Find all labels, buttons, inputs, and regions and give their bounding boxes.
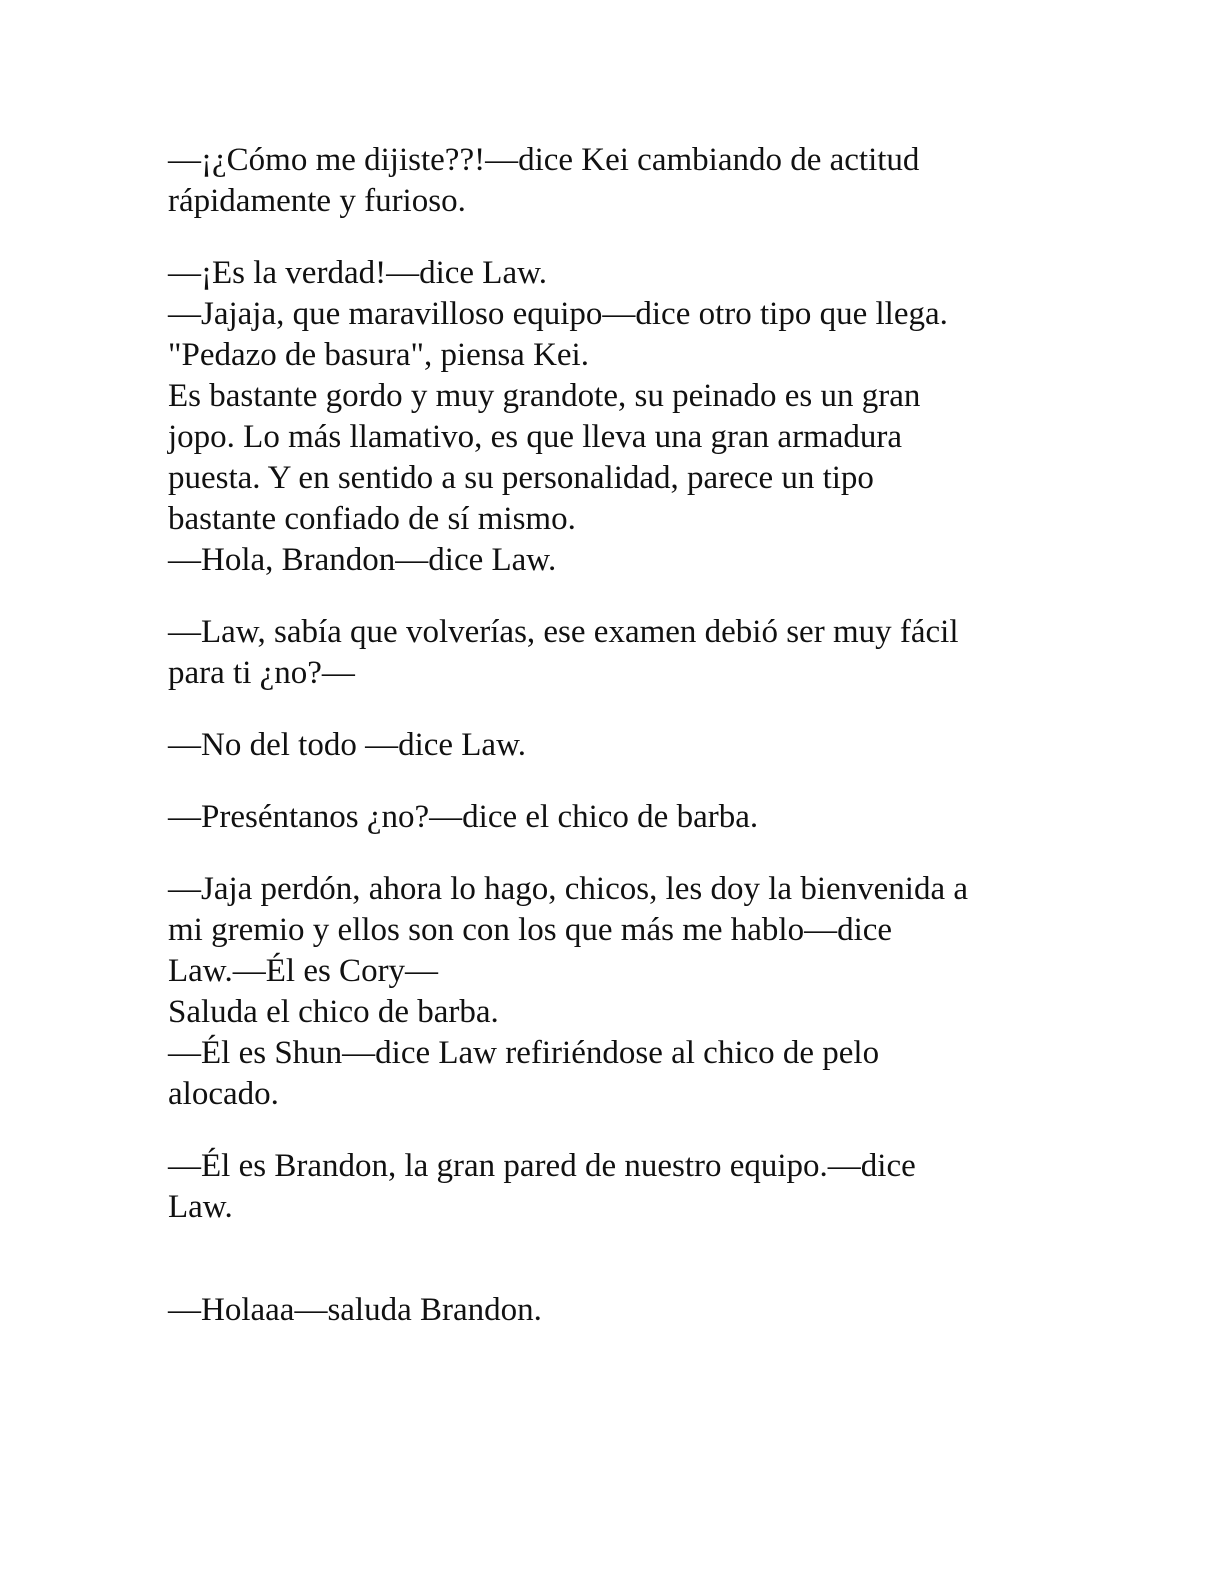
text-line: Law.—Él es Cory— (168, 953, 439, 989)
text-line: mi gremio y ellos son con los que más me hablo—dice (168, 912, 893, 948)
paragraph-1 (168, 140, 1048, 222)
text-line: jopo. Lo más llamativo, es que lleva una gran armadura (168, 419, 903, 455)
text-line: rápidamente y furioso. (168, 183, 466, 219)
text-line: —Él es Shun—dice Law refiriéndose al chico de pelo (168, 1035, 880, 1071)
paragraph-gap (168, 1228, 1048, 1290)
text-line: Law. (168, 1189, 233, 1225)
text-line: Saluda el chico de barba. (168, 994, 499, 1030)
document-page (168, 140, 1048, 1331)
text-line: —No del todo —dice Law. (168, 727, 527, 763)
paragraph-5 (168, 797, 1048, 838)
text-line: alocado. (168, 1076, 279, 1112)
paragraph-gap (168, 838, 1048, 869)
text-line: —Holaaa—saluda Brandon. (168, 1292, 542, 1328)
text-line: —¡Es la verdad!—dice Law. (168, 255, 548, 291)
paragraph-2 (168, 253, 1048, 581)
paragraph-gap (168, 222, 1048, 253)
text-line: —Hola, Brandon—dice Law. (168, 542, 557, 578)
text-line: "Pedazo de basura", piensa Kei. (168, 337, 589, 373)
text-line: —Jajaja, que maravilloso equipo—dice otro tipo que llega. (168, 296, 948, 332)
paragraph-6 (168, 869, 1048, 1115)
paragraph-3 (168, 612, 1048, 694)
text-line: —Él es Brandon, la gran pared de nuestro equipo.—dice (168, 1148, 916, 1184)
text-line: —Preséntanos ¿no?—dice el chico de barba. (168, 799, 759, 835)
paragraph-gap (168, 694, 1048, 725)
text-line: —Jaja perdón, ahora lo hago, chicos, les doy la bienvenida a (168, 871, 968, 907)
text-line: —¡¿Cómo me dijiste??!—dice Kei cambiando de actitud (168, 142, 920, 178)
text-line: Es bastante gordo y muy grandote, su peinado es un gran (168, 378, 921, 414)
paragraph-7 (168, 1146, 1048, 1228)
paragraph-gap (168, 1115, 1048, 1146)
paragraph-8 (168, 1290, 1048, 1331)
text-line: —Law, sabía que volverías, ese examen debió ser muy fácil (168, 614, 959, 650)
text-line: para ti ¿no?— (168, 655, 355, 691)
paragraph-4 (168, 725, 1048, 766)
paragraph-gap (168, 581, 1048, 612)
paragraph-gap (168, 766, 1048, 797)
text-line: bastante confiado de sí mismo. (168, 501, 576, 537)
text-line: puesta. Y en sentido a su personalidad, parece un tipo (168, 460, 874, 496)
